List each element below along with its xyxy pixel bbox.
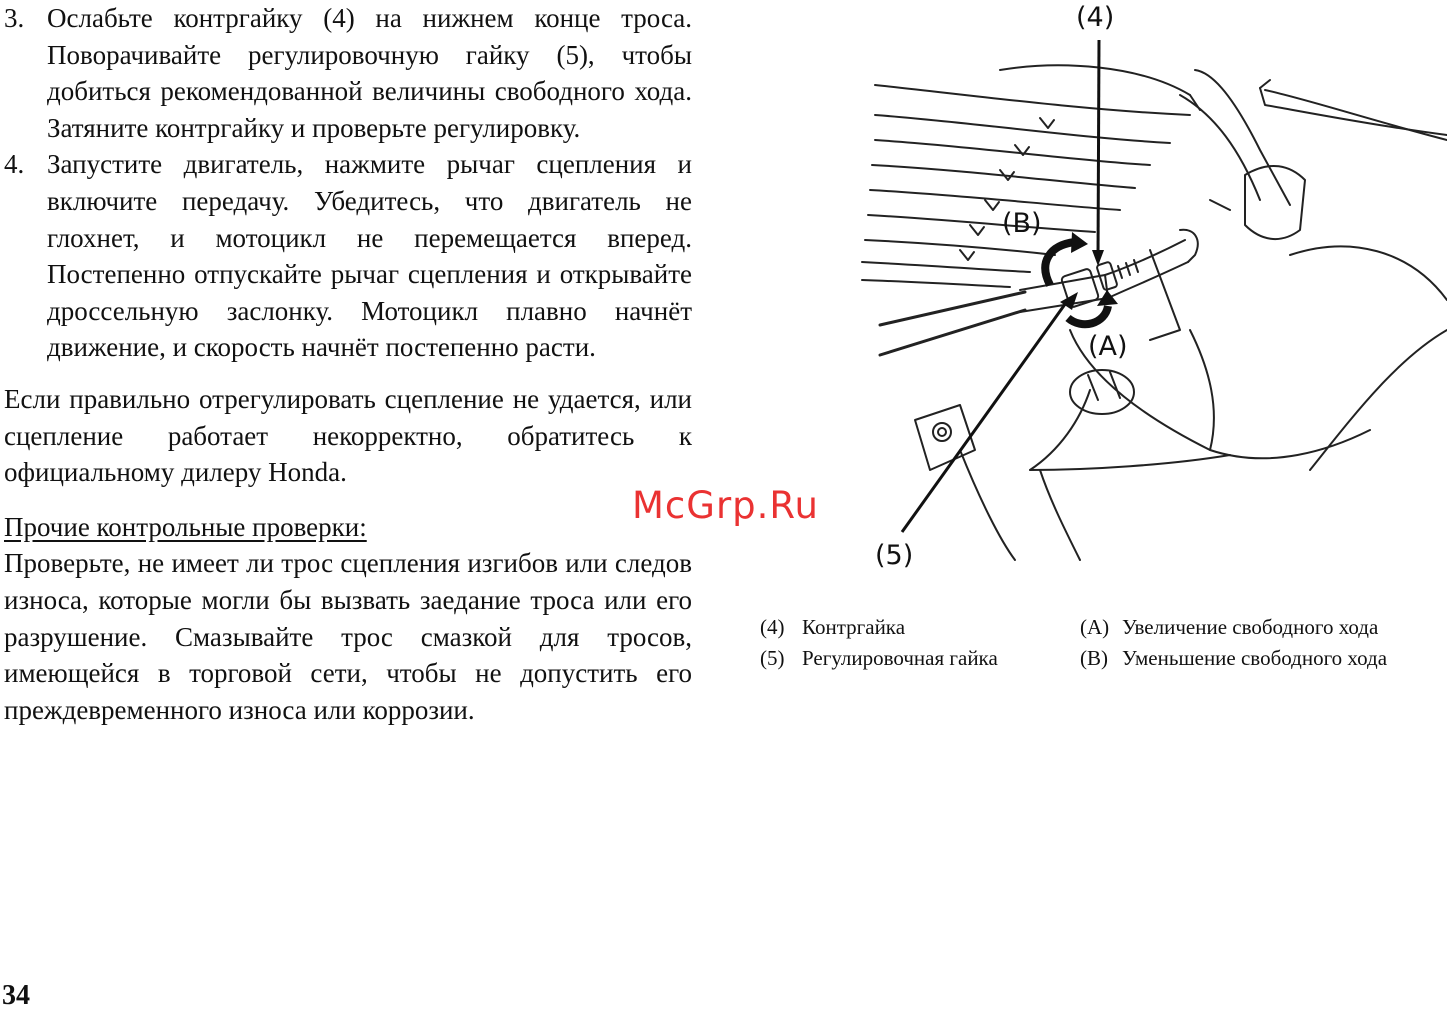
step-number: 3. [4,3,25,33]
engine-fin [865,240,1055,255]
step-item-4 [4,146,692,366]
legend-label: Регулировочная гайка [802,646,998,670]
engine-fin [875,115,1170,143]
engine-fin [862,280,1010,287]
callout-4: (4) [1076,2,1115,33]
leader-line-4 [1098,40,1099,258]
clutch-cable-illustration [850,0,1447,590]
legend-item-a [1080,612,1378,643]
callout-a: (A) [1088,331,1128,362]
engine-fin [875,85,1190,115]
step-number: 4. [4,149,25,180]
legend-item-4 [760,612,905,643]
legend-code: (4) [760,615,785,639]
arrow-decrease [1045,242,1075,285]
legend-row [760,612,1447,643]
callout-5: (5) [875,540,914,571]
dealer-paragraph: Если правильно отрегулировать сцепление не удается, или сцепление работает некорректно, обратитесь к официальному дилеру Honda. [4,383,692,488]
engine-fin [875,140,1150,165]
arrow-increase [1068,306,1108,324]
step-text: Запустите двигатель, нажмите рычаг сцепления и включите передачу. Убедитесь, что двигатель не глохнет, и мотоцикл не перемещается вперед. Постепенно отпускайте рычаг сцепления и открывайте дроссельную заслонку. Мотоцикл плавно начнёт движение, и скорость начнёт постепенно расти. [47,149,692,363]
watermark: McGrp.Ru [632,484,819,527]
clutch-cable [880,292,1025,325]
legend-label: Контргайка [802,615,906,639]
legend-label: Увеличение свободного хода [1122,615,1379,639]
legend-item-5 [760,643,998,674]
legend-label: Уменьшение свободного хода [1122,646,1388,670]
mounting-bolt [933,423,951,441]
clutch-adjustment-figure [850,0,1447,590]
step-list [4,0,692,366]
page-number: 34 [2,980,30,1011]
text-column [4,0,692,728]
step-text: Ослабьте контргайку (4) на нижнем конце троса. Поворачивайте регулировочную гайку (5), чтобы добиться рекомендованной величины свободного хода. Затяните контргайку и проверьте регулировку. [47,3,692,143]
figure-legend [760,612,1447,674]
legend-code: (B) [1080,646,1108,670]
legend-item-b [1080,643,1387,674]
callout-b: (B) [1002,208,1042,239]
step-item-3 [4,0,692,146]
legend-code: (5) [760,646,785,670]
legend-code: (A) [1080,615,1110,639]
section-heading: Прочие контрольные проверки: [4,511,367,542]
engine-fin [872,165,1135,188]
cable-paragraph: Проверьте, не имеет ли трос сцепления изгибов или следов износа, которые могли бы вызвать заедание троса или его разрушение. Смазывайте трос смазкой для тросов, имеющейся в торговой сети, чтобы не допустить его преждевременного износа или коррозии. [4,548,692,725]
legend-row [760,643,1447,674]
engine-fin [862,262,1030,272]
